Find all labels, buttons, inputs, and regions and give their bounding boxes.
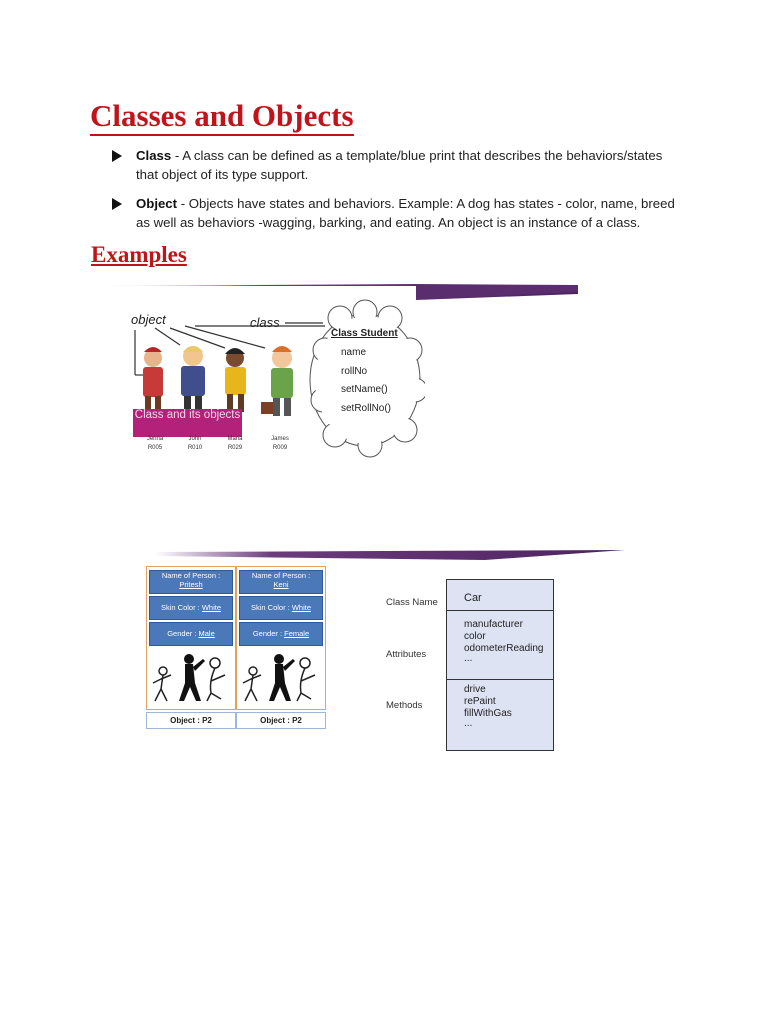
bullet-text: - A class can be defined as a template/blue print that describes the behaviors/states that object of its type support. <box>136 148 663 182</box>
uml-method: drive <box>464 684 486 695</box>
uml-attribute: color <box>464 631 486 642</box>
page-title: Classes and Objects <box>90 98 354 136</box>
bullet-term: Object <box>136 196 178 211</box>
uml-method: ... <box>464 718 473 729</box>
kid-name: John <box>188 436 202 442</box>
kid-id: R029 <box>227 445 243 451</box>
skin-label: Skin Color : <box>250 603 290 612</box>
bullet-object <box>112 194 682 232</box>
class-member: setRollNo() <box>341 403 392 414</box>
uml-class-name-label: Class Name <box>386 597 438 608</box>
kid-id: R005 <box>147 445 163 451</box>
name-box <box>239 570 323 594</box>
object-label-box: Object : P2 <box>236 712 326 729</box>
uml-attributes-box <box>446 610 554 681</box>
gender-box <box>149 622 233 646</box>
decorative-band <box>155 546 625 562</box>
person-object-card <box>146 566 236 710</box>
gender-box <box>239 622 323 646</box>
uml-attributes-label: Attributes <box>386 649 427 660</box>
object-label-box: Object : P2 <box>146 712 236 729</box>
uml-class-name: Car <box>464 592 482 604</box>
uml-class-name-box <box>446 579 554 612</box>
kid-id: R010 <box>187 445 203 451</box>
gender-value: Male <box>198 629 215 638</box>
name-label: Name of Person : <box>251 571 311 580</box>
bullet-class <box>112 146 682 184</box>
gender-label: Gender : <box>167 629 197 638</box>
child-figures <box>143 346 293 416</box>
bullet-arrow-icon <box>112 150 122 162</box>
skin-value: White <box>291 603 312 612</box>
examples-heading: Examples <box>91 242 187 267</box>
class-caption: Class and its objects <box>133 409 242 437</box>
person-object-card <box>236 566 326 710</box>
gender-value: Female <box>284 629 310 638</box>
class-member: setName() <box>341 384 388 395</box>
class-member: rollNo <box>341 366 368 377</box>
skin-box <box>239 596 323 620</box>
uml-methods-label: Methods <box>386 700 423 711</box>
silhouette-figures <box>239 649 321 705</box>
kid-name: Jenna <box>146 436 164 442</box>
bullet-arrow-icon <box>112 198 122 210</box>
kid-name: Maria <box>227 436 243 442</box>
kid-id: R009 <box>272 445 288 451</box>
class-member: name <box>341 347 367 358</box>
bullet-text: - Objects have states and behaviors. Example: A dog has states - color, name, breed as well as behaviors -wagging, barking, and eating. An object is an instance of a class. <box>136 196 675 230</box>
object-label: object <box>131 312 166 327</box>
name-value: Keni <box>273 580 289 589</box>
uml-method: rePaint <box>464 696 496 707</box>
class-title: Class Student <box>331 328 398 339</box>
gender-label: Gender : <box>252 629 283 638</box>
skin-value: White <box>201 603 222 612</box>
name-box <box>149 570 233 594</box>
bullet-term: Class <box>136 148 172 163</box>
uml-attribute: manufacturer <box>464 619 523 630</box>
kid-name: James <box>271 436 289 442</box>
uml-methods-box <box>446 679 554 751</box>
name-label: Name of Person : <box>161 571 221 580</box>
skin-label: Skin Color : <box>160 603 200 612</box>
class-label: class <box>250 315 280 330</box>
uml-attribute: ... <box>464 653 473 664</box>
silhouette-figures <box>149 649 231 705</box>
name-value: Pritesh <box>179 580 203 589</box>
skin-box <box>149 596 233 620</box>
uml-method: fillWithGas <box>464 708 512 719</box>
uml-attribute: odometerReading <box>464 643 544 654</box>
